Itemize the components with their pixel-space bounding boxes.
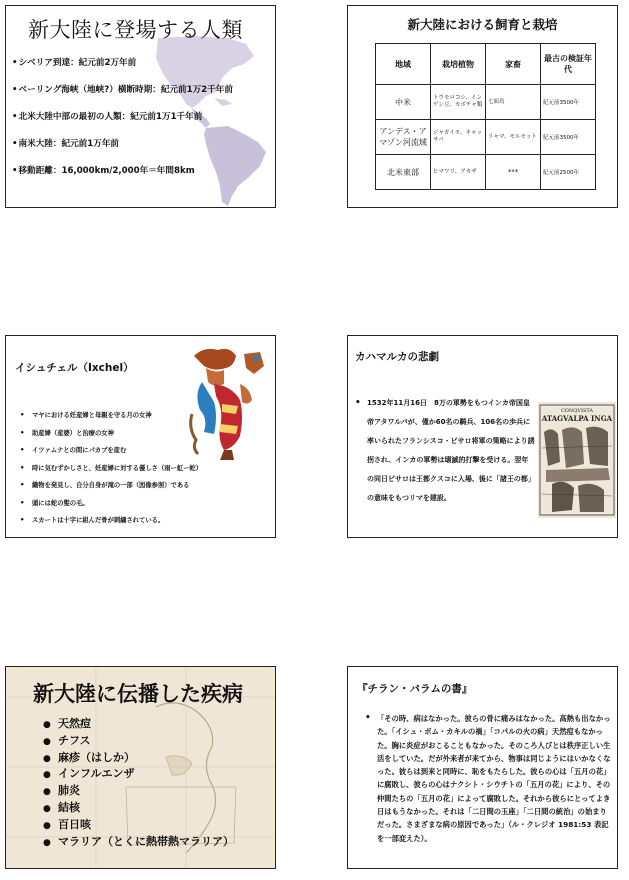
slide-3-title: イシュチェル（Ixchel） (15, 362, 134, 374)
bullet-marker: • (12, 139, 18, 149)
bullet-marker: • (12, 85, 18, 95)
table-cell: 中米 (376, 85, 431, 120)
list-item-text: 麻疹（はしか） (58, 750, 135, 764)
table-header-row (376, 44, 596, 85)
conquista-atagualpa-engraving (538, 402, 616, 518)
slide-6-quote (367, 712, 613, 845)
bullet-marker: • (20, 498, 25, 507)
table-cell: 北米東部 (376, 155, 431, 190)
list-item-text: 結核 (58, 800, 80, 814)
list-item (43, 734, 234, 751)
list-item (20, 463, 202, 481)
paragraph-text: 1532年11月16日 8万の軍勢をもつインカ帝国皇帝アタワルパが、僅か60名の騎兵、106名の歩兵に率いられたフランシスコ・ピサロ将軍の策略により誘拐され、インカの軍勢は壊滅的打撃を受ける。翌年の同日ピサロは王都クスコに入場、後に「諸王の都」の意味をもつリマを建設。 (367, 399, 535, 502)
bullet-marker: ● (43, 837, 51, 848)
list-item (43, 717, 234, 734)
table-cell: ジャガイモ、キャッサバ (431, 120, 486, 155)
bullet-marker: • (20, 428, 25, 437)
table-cell: リャマ、モルモット (486, 120, 541, 155)
list-item-text: チフス (58, 733, 91, 747)
list-item-text: 時に気むずかしさと、妊産婦に対する優しさ（雨ー虹ー蛇） (32, 464, 203, 472)
quote-text: 「その時、病はなかった。彼らの骨に痛みはなかった。高熱も出なかった。「イシュ・ボム・カキルの禍」「コパルの火の病」天然痘もなかった。胸に炎症がおこることもなかった。そのころ人びとは秩序正しい生活をしていた。だが外来者が来てから、物事は同じようにはいかなくなった。彼らは到来と同時に、恥をもたらした。彼らの心は「五月の花」に腐敗し、彼らの心はナクシト・シウチトの「五月の花」により、その仲間たちの「五月の花」によって腐敗した。それから彼らにとってよき日はもうなかった。それは「二日間の玉座」「二日間の統治」の始まりだった。さまざまな病の原因であった」（ル・クレジオ 1981:53 表記を一部変えた）。 (377, 714, 611, 843)
bullet-marker: • (20, 463, 25, 472)
table-cell: ヒマワリ、アカザ (431, 155, 486, 190)
table-header-cell: 栽培植物 (431, 44, 486, 85)
bullet-marker: • (12, 112, 18, 122)
list-item-text: 頭には蛇の髪の毛。 (32, 499, 89, 507)
table-row (376, 85, 596, 120)
list-item-text: 天然痘 (58, 717, 91, 730)
domestication-table (375, 43, 596, 190)
bullet-marker: • (20, 446, 25, 454)
bullet-marker: ● (43, 736, 51, 747)
list-item (12, 111, 233, 138)
slide-4-paragraph (355, 394, 535, 508)
table-row (376, 155, 596, 190)
bullet-marker: • (12, 58, 18, 68)
table-cell: 紀元前2500年 (541, 155, 596, 190)
slide-1 (5, 5, 276, 208)
list-item-text: マヤにおける妊産婦と母親を守る月の女神 (32, 412, 152, 419)
list-item-text: スカートは十字に組んだ骨が刺繍されている。 (32, 517, 165, 524)
table-cell: 七面鳥 (486, 85, 541, 120)
slide-5 (5, 666, 276, 869)
table-header-cell: 地域 (376, 44, 431, 85)
list-item (43, 751, 234, 768)
table-cell: 紀元前3500年 (541, 85, 596, 120)
table-cell: *** (486, 155, 541, 190)
list-item (43, 784, 234, 801)
bullet-marker: • (20, 481, 25, 489)
table-cell: 紀元前3500年 (541, 120, 596, 155)
list-item-text: 百日咳 (58, 817, 91, 831)
list-item-text: シベリア到達：紀元前2万年前 (18, 58, 137, 68)
list-item-text: 北米大陸中部の最初の人類：紀元前1万1千年前 (18, 112, 203, 122)
table-header-cell: 家畜 (486, 44, 541, 85)
slide-3-bullet-list (20, 410, 202, 533)
bullet-marker: • (12, 166, 18, 176)
engraving-caption-line-2: ATAGVALPA INGA (541, 414, 613, 423)
slide-5-bullet-list (43, 717, 234, 851)
bullet-marker: • (20, 516, 25, 524)
bullet-marker: ● (43, 753, 51, 764)
list-item-text: ベーリング海峡（地峡?）横断時期：紀元前1万2千年前 (18, 85, 233, 95)
list-item (43, 818, 234, 835)
slide-1-bullet-list (12, 57, 233, 192)
bullet-marker: ● (43, 787, 51, 798)
slide-6 (347, 666, 618, 869)
slide-2-title: 新大陸における飼育と栽培 (407, 17, 558, 32)
list-item-text: インフルエンザ (58, 767, 135, 781)
table-header-cell: 最古の検証年代 (541, 44, 596, 85)
list-item (20, 515, 202, 533)
table-row (376, 120, 596, 155)
slide-2 (347, 5, 618, 208)
table-cell: トウモロコシ、インゲン豆、カボチャ類 (431, 85, 486, 120)
slide-6-title: 『チラン・バラムの書』 (357, 683, 473, 695)
list-item (12, 57, 233, 84)
slide-5-title: 新大陸に伝播した疾病 (33, 682, 243, 706)
list-item (20, 480, 202, 498)
list-item (20, 498, 202, 516)
table-cell: アンデス・アマゾン河流域 (376, 120, 431, 155)
list-item-text: 南米大陸：紀元前1万年前 (18, 139, 120, 149)
list-item (12, 84, 233, 111)
engraving-caption-line-1: CONQVISTA (560, 408, 594, 414)
list-item (20, 445, 202, 463)
list-item-text: 助産婦（産婆）と治療の女神 (32, 429, 114, 437)
list-item-text: 肺炎 (58, 784, 80, 798)
list-item (43, 835, 234, 852)
slide-1-title: 新大陸に登場する人類 (28, 18, 243, 42)
list-item-text: 移動距離：16,000km/2,000年＝年間8km (18, 166, 195, 176)
list-item (43, 801, 234, 818)
bullet-marker: ● (43, 803, 51, 814)
list-item (43, 767, 234, 784)
bullet-marker: ● (43, 720, 51, 730)
slide-4 (347, 335, 618, 538)
bullet-marker: ● (43, 820, 51, 831)
list-item-text: マラリア（とくに熱帯熱マラリア） (58, 834, 234, 848)
list-item-text: 織物を発見し、自分自身が滝の一部（図像参照）である (32, 482, 190, 489)
bullet-marker: • (355, 398, 361, 408)
slide-3 (5, 335, 276, 538)
list-item (12, 138, 233, 165)
list-item-text: イツァムナとの間にパカブを産む (32, 447, 127, 454)
bullet-marker: • (365, 713, 371, 723)
bullet-marker: ● (43, 770, 51, 781)
bullet-marker: • (20, 411, 25, 419)
list-item (12, 165, 233, 192)
list-item (20, 428, 202, 446)
slide-4-title: カハマルカの悲劇 (355, 351, 439, 363)
list-item (20, 410, 202, 428)
